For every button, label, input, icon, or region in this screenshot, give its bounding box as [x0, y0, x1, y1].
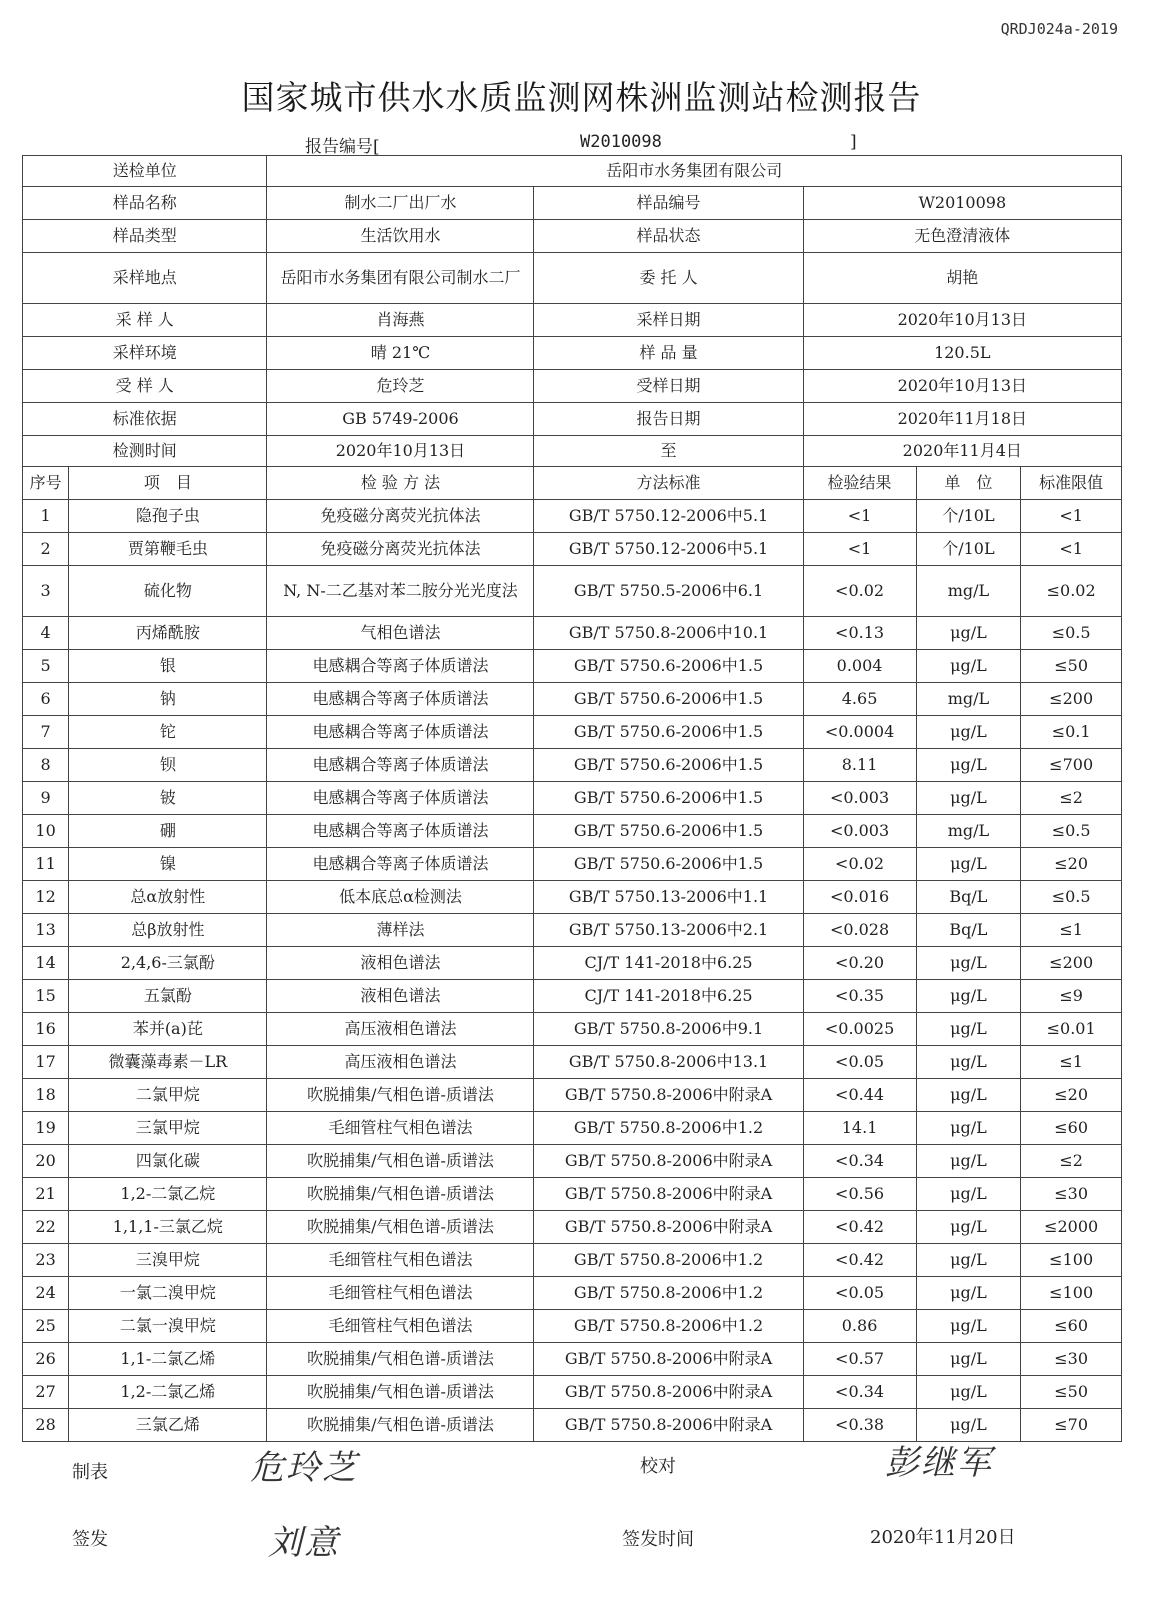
sampler-label: 采 样 人 — [23, 304, 267, 337]
row-method-std: GB/T 5750.8-2006中附录A — [534, 1145, 803, 1178]
row-unit: Bq/L — [916, 881, 1021, 914]
row-item: 钡 — [69, 749, 267, 782]
row-method: 电感耦合等离子体质谱法 — [267, 683, 534, 716]
entrust-value: 胡艳 — [803, 253, 1121, 304]
report-title: 国家城市供水水质监测网株洲监测站检测报告 — [241, 78, 922, 117]
row-item: 三溴甲烷 — [69, 1244, 267, 1277]
row-result: <0.05 — [803, 1277, 916, 1310]
row-method: 吹脱捕集/气相色谱-质谱法 — [267, 1079, 534, 1112]
env-value: 晴 21℃ — [267, 337, 534, 370]
row-unit: μg/L — [916, 1376, 1021, 1409]
column-header-row — [23, 467, 1122, 500]
row-no: 3 — [23, 566, 69, 617]
row-method-std: GB/T 5750.6-2006中1.5 — [534, 683, 803, 716]
sample-state-value: 无色澄清液体 — [803, 220, 1121, 253]
row-result: <0.02 — [803, 848, 916, 881]
standard-value: GB 5749-2006 — [267, 403, 534, 436]
info-row-client — [23, 156, 1122, 187]
row-result: 0.86 — [803, 1310, 916, 1343]
row-result: 0.004 — [803, 650, 916, 683]
row-no: 12 — [23, 881, 69, 914]
row-limit: ≤100 — [1021, 1244, 1122, 1277]
row-unit: μg/L — [916, 1277, 1021, 1310]
row-result: <1 — [803, 533, 916, 566]
row-method: 吹脱捕集/气相色谱-质谱法 — [267, 1343, 534, 1376]
row-method: 高压液相色谱法 — [267, 1046, 534, 1079]
row-item: 总β放射性 — [69, 914, 267, 947]
row-item: 铍 — [69, 782, 267, 815]
header-item: 项 目 — [69, 467, 267, 500]
row-item: 总α放射性 — [69, 881, 267, 914]
row-result: <0.34 — [803, 1145, 916, 1178]
row-limit: ≤0.02 — [1021, 566, 1122, 617]
issue-date-value: 2020年11月20日 — [870, 1527, 1016, 1548]
row-limit: ≤2 — [1021, 782, 1122, 815]
issue-time-label: 签发时间 — [622, 1529, 694, 1550]
row-result: 4.65 — [803, 683, 916, 716]
row-no: 2 — [23, 533, 69, 566]
row-item: 镍 — [69, 848, 267, 881]
row-item: 微囊藻毒素－LR — [69, 1046, 267, 1079]
row-unit: μg/L — [916, 1112, 1021, 1145]
table-row — [23, 1145, 1122, 1178]
row-unit: μg/L — [916, 617, 1021, 650]
row-limit: <1 — [1021, 500, 1122, 533]
row-item: 二氯甲烷 — [69, 1079, 267, 1112]
table-row — [23, 566, 1122, 617]
qty-value: 120.5L — [803, 337, 1121, 370]
table-row — [23, 1244, 1122, 1277]
row-unit: μg/L — [916, 1343, 1021, 1376]
row-limit: <1 — [1021, 533, 1122, 566]
row-limit: ≤60 — [1021, 1112, 1122, 1145]
row-unit: μg/L — [916, 1079, 1021, 1112]
test-end-value: 2020年11月4日 — [803, 436, 1121, 467]
row-limit: ≤700 — [1021, 749, 1122, 782]
receive-date-label: 受样日期 — [534, 370, 803, 403]
row-item: 钠 — [69, 683, 267, 716]
checker-signature: 彭继军 — [885, 1443, 993, 1483]
row-method-std: GB/T 5750.8-2006中1.2 — [534, 1244, 803, 1277]
standard-label: 标准依据 — [23, 403, 267, 436]
row-no: 17 — [23, 1046, 69, 1079]
sample-name-value: 制水二厂出厂水 — [267, 187, 534, 220]
qty-label: 样 品 量 — [534, 337, 803, 370]
row-result: <0.028 — [803, 914, 916, 947]
row-no: 16 — [23, 1013, 69, 1046]
row-method: 电感耦合等离子体质谱法 — [267, 782, 534, 815]
row-limit: ≤20 — [1021, 848, 1122, 881]
row-result: 8.11 — [803, 749, 916, 782]
row-item: 1,1,1-三氯乙烷 — [69, 1211, 267, 1244]
row-method: 液相色谱法 — [267, 947, 534, 980]
row-method-std: GB/T 5750.8-2006中1.2 — [534, 1277, 803, 1310]
maker-label: 制表 — [72, 1462, 108, 1483]
table-row — [23, 749, 1122, 782]
row-limit: ≤9 — [1021, 980, 1122, 1013]
table-row — [23, 1277, 1122, 1310]
report-date-label: 报告日期 — [534, 403, 803, 436]
row-item: 四氯化碳 — [69, 1145, 267, 1178]
row-method: 毛细管柱气相色谱法 — [267, 1310, 534, 1343]
row-result: <0.44 — [803, 1079, 916, 1112]
location-value: 岳阳市水务集团有限公司制水二厂 — [267, 253, 534, 304]
row-method-std: GB/T 5750.12-2006中5.1 — [534, 500, 803, 533]
info-row-location — [23, 253, 1122, 304]
row-limit: ≤30 — [1021, 1343, 1122, 1376]
row-no: 1 — [23, 500, 69, 533]
row-result: <0.38 — [803, 1409, 916, 1442]
table-row — [23, 1409, 1122, 1442]
row-unit: μg/L — [916, 1178, 1021, 1211]
sample-type-value: 生活饮用水 — [267, 220, 534, 253]
row-item: 硫化物 — [69, 566, 267, 617]
row-no: 26 — [23, 1343, 69, 1376]
row-item: 1,2-二氯乙烷 — [69, 1178, 267, 1211]
row-item: 三氯甲烷 — [69, 1112, 267, 1145]
row-limit: ≤200 — [1021, 947, 1122, 980]
report-number — [305, 132, 865, 157]
row-method: 电感耦合等离子体质谱法 — [267, 716, 534, 749]
row-result: 14.1 — [803, 1112, 916, 1145]
info-row-sampler — [23, 304, 1122, 337]
row-limit: ≤30 — [1021, 1178, 1122, 1211]
row-method-std: GB/T 5750.8-2006中10.1 — [534, 617, 803, 650]
row-result: <0.0025 — [803, 1013, 916, 1046]
row-method: 气相色谱法 — [267, 617, 534, 650]
table-row — [23, 914, 1122, 947]
row-unit: 个/10L — [916, 533, 1021, 566]
row-no: 4 — [23, 617, 69, 650]
checker-label: 校对 — [640, 1456, 676, 1477]
row-no: 11 — [23, 848, 69, 881]
row-no: 7 — [23, 716, 69, 749]
table-row — [23, 815, 1122, 848]
row-item: 苯并(a)芘 — [69, 1013, 267, 1046]
row-no: 15 — [23, 980, 69, 1013]
row-result: <0.02 — [803, 566, 916, 617]
row-limit: ≤0.01 — [1021, 1013, 1122, 1046]
row-no: 24 — [23, 1277, 69, 1310]
row-no: 23 — [23, 1244, 69, 1277]
row-result: <0.56 — [803, 1178, 916, 1211]
row-unit: μg/L — [916, 980, 1021, 1013]
row-no: 19 — [23, 1112, 69, 1145]
row-no: 25 — [23, 1310, 69, 1343]
row-result: <0.05 — [803, 1046, 916, 1079]
row-no: 28 — [23, 1409, 69, 1442]
row-result: <0.0004 — [803, 716, 916, 749]
table-row — [23, 500, 1122, 533]
row-unit: μg/L — [916, 1046, 1021, 1079]
info-row-sample-name — [23, 187, 1122, 220]
row-unit: μg/L — [916, 848, 1021, 881]
table-row — [23, 980, 1122, 1013]
receiver-label: 受 样 人 — [23, 370, 267, 403]
row-limit: ≤100 — [1021, 1277, 1122, 1310]
row-method: 高压液相色谱法 — [267, 1013, 534, 1046]
row-item: 五氯酚 — [69, 980, 267, 1013]
table-row — [23, 716, 1122, 749]
row-limit: ≤2000 — [1021, 1211, 1122, 1244]
receive-date-value: 2020年10月13日 — [803, 370, 1121, 403]
env-label: 采样环境 — [23, 337, 267, 370]
row-method-std: GB/T 5750.8-2006中附录A — [534, 1211, 803, 1244]
row-no: 14 — [23, 947, 69, 980]
row-result: <0.20 — [803, 947, 916, 980]
row-no: 20 — [23, 1145, 69, 1178]
sample-no-label: 样品编号 — [534, 187, 803, 220]
row-item: 贾第鞭毛虫 — [69, 533, 267, 566]
row-result: <0.57 — [803, 1343, 916, 1376]
row-method: 吹脱捕集/气相色谱-质谱法 — [267, 1409, 534, 1442]
row-limit: ≤2 — [1021, 1145, 1122, 1178]
row-no: 18 — [23, 1079, 69, 1112]
report-date-value: 2020年11月18日 — [803, 403, 1121, 436]
row-item: 1,1-二氯乙烯 — [69, 1343, 267, 1376]
row-no: 5 — [23, 650, 69, 683]
table-row — [23, 683, 1122, 716]
row-method-std: GB/T 5750.8-2006中附录A — [534, 1343, 803, 1376]
row-method: 吹脱捕集/气相色谱-质谱法 — [267, 1211, 534, 1244]
sample-date-value: 2020年10月13日 — [803, 304, 1121, 337]
info-row-sample-type — [23, 220, 1122, 253]
row-result: <0.42 — [803, 1244, 916, 1277]
row-method: 吹脱捕集/气相色谱-质谱法 — [267, 1376, 534, 1409]
row-method: 免疫磁分离荧光抗体法 — [267, 533, 534, 566]
row-method: 免疫磁分离荧光抗体法 — [267, 500, 534, 533]
row-limit: ≤0.5 — [1021, 881, 1122, 914]
row-method-std: GB/T 5750.8-2006中附录A — [534, 1178, 803, 1211]
sampler-value: 肖海燕 — [267, 304, 534, 337]
header-limit: 标准限值 — [1021, 467, 1122, 500]
row-unit: 个/10L — [916, 500, 1021, 533]
table-row — [23, 1310, 1122, 1343]
sample-no-value: W2010098 — [803, 187, 1121, 220]
row-no: 21 — [23, 1178, 69, 1211]
row-limit: ≤1 — [1021, 914, 1122, 947]
row-limit: ≤1 — [1021, 1046, 1122, 1079]
table-row — [23, 1376, 1122, 1409]
row-method: 电感耦合等离子体质谱法 — [267, 749, 534, 782]
table-row — [23, 1112, 1122, 1145]
row-method: 吹脱捕集/气相色谱-质谱法 — [267, 1145, 534, 1178]
row-method: 吹脱捕集/气相色谱-质谱法 — [267, 1178, 534, 1211]
row-method-std: GB/T 5750.6-2006中1.5 — [534, 716, 803, 749]
row-method: 毛细管柱气相色谱法 — [267, 1277, 534, 1310]
info-row-receiver — [23, 370, 1122, 403]
table-row — [23, 947, 1122, 980]
row-unit: mg/L — [916, 683, 1021, 716]
sample-state-label: 样品状态 — [534, 220, 803, 253]
header-method: 检 验 方 法 — [267, 467, 534, 500]
row-result: <0.13 — [803, 617, 916, 650]
row-method: 毛细管柱气相色谱法 — [267, 1244, 534, 1277]
row-method: N, N-二乙基对苯二胺分光光度法 — [267, 566, 534, 617]
table-row — [23, 617, 1122, 650]
row-no: 6 — [23, 683, 69, 716]
row-no: 13 — [23, 914, 69, 947]
row-unit: μg/L — [916, 1211, 1021, 1244]
client-label: 送检单位 — [23, 156, 267, 187]
client-value: 岳阳市水务集团有限公司 — [267, 156, 1122, 187]
row-unit: μg/L — [916, 1244, 1021, 1277]
entrust-label: 委 托 人 — [534, 253, 803, 304]
row-unit: μg/L — [916, 1013, 1021, 1046]
row-method-std: GB/T 5750.6-2006中1.5 — [534, 650, 803, 683]
header-no: 序号 — [23, 467, 69, 500]
row-method: 薄样法 — [267, 914, 534, 947]
row-unit: μg/L — [916, 782, 1021, 815]
row-no: 9 — [23, 782, 69, 815]
row-item: 硼 — [69, 815, 267, 848]
row-method-std: GB/T 5750.6-2006中1.5 — [534, 782, 803, 815]
test-start-value: 2020年10月13日 — [267, 436, 534, 467]
issuer-signature: 刘意 — [268, 1523, 340, 1563]
info-row-env — [23, 337, 1122, 370]
row-method: 电感耦合等离子体质谱法 — [267, 650, 534, 683]
row-limit: ≤20 — [1021, 1079, 1122, 1112]
row-limit: ≤0.5 — [1021, 617, 1122, 650]
row-limit: ≤0.1 — [1021, 716, 1122, 749]
row-limit: ≤0.5 — [1021, 815, 1122, 848]
row-unit: μg/L — [916, 947, 1021, 980]
table-row — [23, 533, 1122, 566]
row-no: 22 — [23, 1211, 69, 1244]
row-method-std: CJ/T 141-2018中6.25 — [534, 980, 803, 1013]
table-row — [23, 1079, 1122, 1112]
row-method: 毛细管柱气相色谱法 — [267, 1112, 534, 1145]
row-result: <0.42 — [803, 1211, 916, 1244]
row-method-std: GB/T 5750.5-2006中6.1 — [534, 566, 803, 617]
row-result: <0.35 — [803, 980, 916, 1013]
table-row — [23, 848, 1122, 881]
row-method-std: GB/T 5750.13-2006中1.1 — [534, 881, 803, 914]
row-no: 10 — [23, 815, 69, 848]
row-method-std: GB/T 5750.8-2006中9.1 — [534, 1013, 803, 1046]
row-item: 一氯二溴甲烷 — [69, 1277, 267, 1310]
receiver-value: 危玲芝 — [267, 370, 534, 403]
row-unit: μg/L — [916, 749, 1021, 782]
report-table — [22, 155, 1122, 1442]
row-unit: mg/L — [916, 815, 1021, 848]
row-unit: Bq/L — [916, 914, 1021, 947]
table-row — [23, 1343, 1122, 1376]
row-result: <0.003 — [803, 782, 916, 815]
table-row — [23, 1178, 1122, 1211]
info-row-standard — [23, 403, 1122, 436]
row-result: <1 — [803, 500, 916, 533]
row-method-std: CJ/T 141-2018中6.25 — [534, 947, 803, 980]
row-unit: μg/L — [916, 1409, 1021, 1442]
row-item: 隐孢子虫 — [69, 500, 267, 533]
row-item: 二氯一溴甲烷 — [69, 1310, 267, 1343]
row-unit: μg/L — [916, 1145, 1021, 1178]
row-unit: μg/L — [916, 716, 1021, 749]
row-result: <0.016 — [803, 881, 916, 914]
report-number-value: W2010098 — [580, 132, 662, 152]
header-unit: 单 位 — [916, 467, 1021, 500]
row-unit: μg/L — [916, 650, 1021, 683]
row-item: 2,4,6-三氯酚 — [69, 947, 267, 980]
table-row — [23, 1013, 1122, 1046]
row-result: <0.34 — [803, 1376, 916, 1409]
row-method: 液相色谱法 — [267, 980, 534, 1013]
row-method-std: GB/T 5750.8-2006中附录A — [534, 1079, 803, 1112]
header-result: 检验结果 — [803, 467, 916, 500]
report-number-close: ] — [850, 132, 857, 152]
row-item: 三氯乙烯 — [69, 1409, 267, 1442]
row-method-std: GB/T 5750.8-2006中1.2 — [534, 1310, 803, 1343]
row-limit: ≤200 — [1021, 683, 1122, 716]
row-method-std: GB/T 5750.13-2006中2.1 — [534, 914, 803, 947]
row-unit: mg/L — [916, 566, 1021, 617]
row-method: 电感耦合等离子体质谱法 — [267, 848, 534, 881]
maker-signature: 危玲芝 — [250, 1448, 358, 1488]
row-method-std: GB/T 5750.8-2006中附录A — [534, 1376, 803, 1409]
row-limit: ≤60 — [1021, 1310, 1122, 1343]
row-result: <0.003 — [803, 815, 916, 848]
row-method-std: GB/T 5750.8-2006中1.2 — [534, 1112, 803, 1145]
report-number-label: 报告编号[ — [305, 137, 380, 157]
location-label: 采样地点 — [23, 253, 267, 304]
row-method-std: GB/T 5750.6-2006中1.5 — [534, 815, 803, 848]
table-row — [23, 782, 1122, 815]
row-method: 电感耦合等离子体质谱法 — [267, 815, 534, 848]
row-method-std: GB/T 5750.6-2006中1.5 — [534, 848, 803, 881]
test-time-label: 检测时间 — [23, 436, 267, 467]
row-method-std: GB/T 5750.8-2006中附录A — [534, 1409, 803, 1442]
row-limit: ≤70 — [1021, 1409, 1122, 1442]
issuer-label: 签发 — [72, 1529, 108, 1550]
sample-name-label: 样品名称 — [23, 187, 267, 220]
sample-type-label: 样品类型 — [23, 220, 267, 253]
table-row — [23, 650, 1122, 683]
row-item: 铊 — [69, 716, 267, 749]
row-limit: ≤50 — [1021, 650, 1122, 683]
row-limit: ≤50 — [1021, 1376, 1122, 1409]
document-code: QRDJ024a-2019 — [1000, 20, 1118, 38]
header-method-std: 方法标准 — [534, 467, 803, 500]
row-method-std: GB/T 5750.6-2006中1.5 — [534, 749, 803, 782]
info-row-test-time — [23, 436, 1122, 467]
table-row — [23, 881, 1122, 914]
table-row — [23, 1211, 1122, 1244]
sample-date-label: 采样日期 — [534, 304, 803, 337]
row-method-std: GB/T 5750.12-2006中5.1 — [534, 533, 803, 566]
row-item: 丙烯酰胺 — [69, 617, 267, 650]
row-no: 27 — [23, 1376, 69, 1409]
row-method: 低本底总α检测法 — [267, 881, 534, 914]
row-item: 1,2-二氯乙烯 — [69, 1376, 267, 1409]
table-row — [23, 1046, 1122, 1079]
row-no: 8 — [23, 749, 69, 782]
row-item: 银 — [69, 650, 267, 683]
row-unit: μg/L — [916, 1310, 1021, 1343]
row-method-std: GB/T 5750.8-2006中13.1 — [534, 1046, 803, 1079]
test-to-label: 至 — [534, 436, 803, 467]
